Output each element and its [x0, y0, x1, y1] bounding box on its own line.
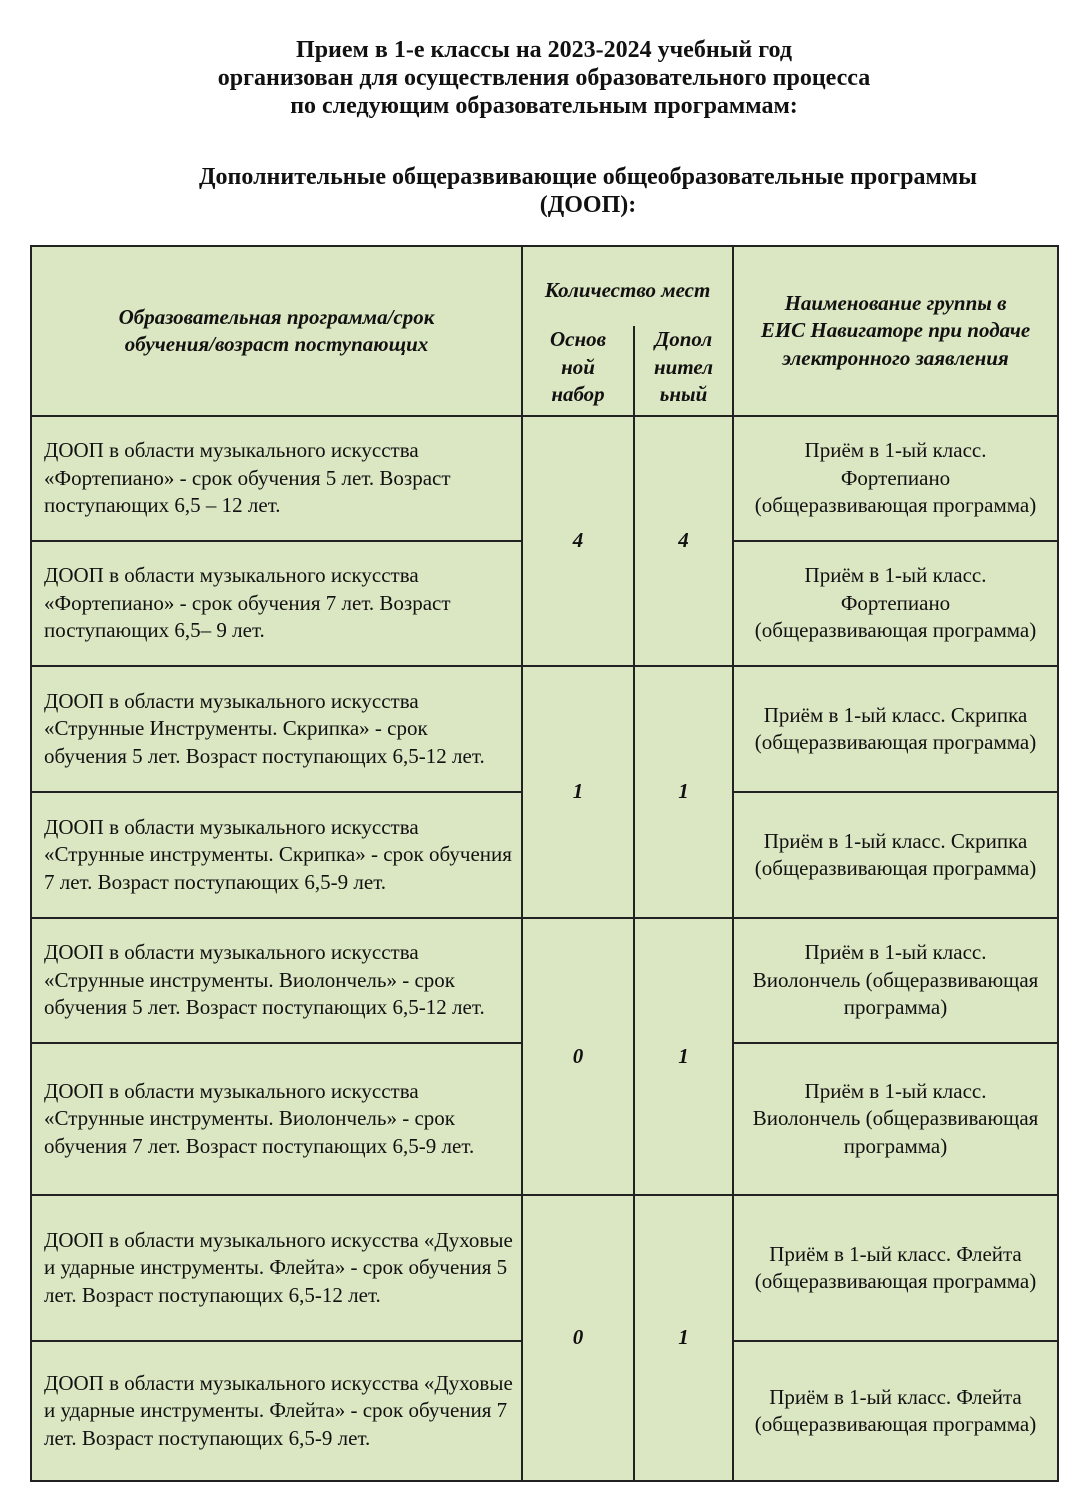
group-name-cell: Приём в 1-ый класс. Фортепиано (общеразвивающая программа) — [733, 541, 1058, 666]
extra-seats-cell: 1 — [634, 666, 733, 918]
header-seats: Количество мест — [522, 246, 733, 326]
group-name-cell: Приём в 1-ый класс. Виолончель (общеразвивающая программа) — [733, 918, 1058, 1043]
group-name-cell: Приём в 1-ый класс. Скрипка (общеразвивающая программа) — [733, 792, 1058, 918]
program-cell: ДООП в области музыкального искусства «Струнные инструменты. Скрипка» - срок обучения 7 лет. Возраст поступающих 6,5-9 лет. — [31, 792, 522, 918]
extra-seats-cell: 1 — [634, 918, 733, 1195]
main-seats-cell: 0 — [522, 1195, 634, 1481]
title-line-2: организован для осуществления образовательного процесса — [217, 65, 871, 91]
group-name-cell: Приём в 1-ый класс. Флейта (общеразвивающая программа) — [733, 1341, 1058, 1481]
table-row — [31, 416, 1058, 541]
subtitle-line-1: Дополнительные общеразвивающие общеобразовательные программы — [199, 164, 977, 190]
document-subtitle — [98, 163, 1078, 219]
program-cell: ДООП в области музыкального искусства «Духовые и ударные инструменты. Флейта» - срок обучения 7 лет. Возраст поступающих 6,5-9 лет. — [31, 1341, 522, 1481]
table-row — [31, 1195, 1058, 1341]
document-title — [44, 36, 1044, 120]
programs-table — [30, 245, 1059, 1482]
header-program: Образовательная программа/срок обучения/возраст поступающих — [31, 246, 522, 416]
main-seats-cell: 4 — [522, 416, 634, 666]
title-line-3: по следующим образовательным программам: — [290, 93, 798, 119]
group-name-cell: Приём в 1-ый класс. Виолончель (общеразвивающая программа) — [733, 1043, 1058, 1195]
group-name-cell: Приём в 1-ый класс. Скрипка (общеразвивающая программа) — [733, 666, 1058, 792]
program-cell: ДООП в области музыкального искусства «Духовые и ударные инструменты. Флейта» - срок обучения 5 лет. Возраст поступающих 6,5-12 лет. — [31, 1195, 522, 1341]
title-line-1: Прием в 1-е классы на 2023-2024 учебный год — [296, 37, 792, 63]
extra-seats-cell: 1 — [634, 1195, 733, 1481]
program-cell: ДООП в области музыкального искусства «Фортепиано» - срок обучения 5 лет. Возраст поступающих 6,5 – 12 лет. — [31, 416, 522, 541]
group-name-cell: Приём в 1-ый класс. Фортепиано (общеразвивающая программа) — [733, 416, 1058, 541]
table-header-row — [31, 246, 1058, 326]
program-cell: ДООП в области музыкального искусства «Струнные Инструменты. Скрипка» - срок обучения 5 лет. Возраст поступающих 6,5-12 лет. — [31, 666, 522, 792]
program-cell: ДООП в области музыкального искусства «Струнные инструменты. Виолончель» - срок обучения 5 лет. Возраст поступающих 6,5-12 лет. — [31, 918, 522, 1043]
header-main-set: Основ ной набор — [522, 326, 634, 416]
program-cell: ДООП в области музыкального искусства «Фортепиано» - срок обучения 7 лет. Возраст поступающих 6,5– 9 лет. — [31, 541, 522, 666]
extra-seats-cell: 4 — [634, 416, 733, 666]
table-row — [31, 918, 1058, 1043]
main-seats-cell: 0 — [522, 918, 634, 1195]
table-row — [31, 666, 1058, 792]
header-group: Наименование группы в ЕИС Навигаторе при подаче электронного заявления — [733, 246, 1058, 416]
program-cell: ДООП в области музыкального искусства «Струнные инструменты. Виолончель» - срок обучения 7 лет. Возраст поступающих 6,5-9 лет. — [31, 1043, 522, 1195]
header-extra-set: Допол нител ьный — [634, 326, 733, 416]
main-seats-cell: 1 — [522, 666, 634, 918]
group-name-cell: Приём в 1-ый класс. Флейта (общеразвивающая программа) — [733, 1195, 1058, 1341]
subtitle-line-2: (ДООП): — [539, 192, 637, 218]
